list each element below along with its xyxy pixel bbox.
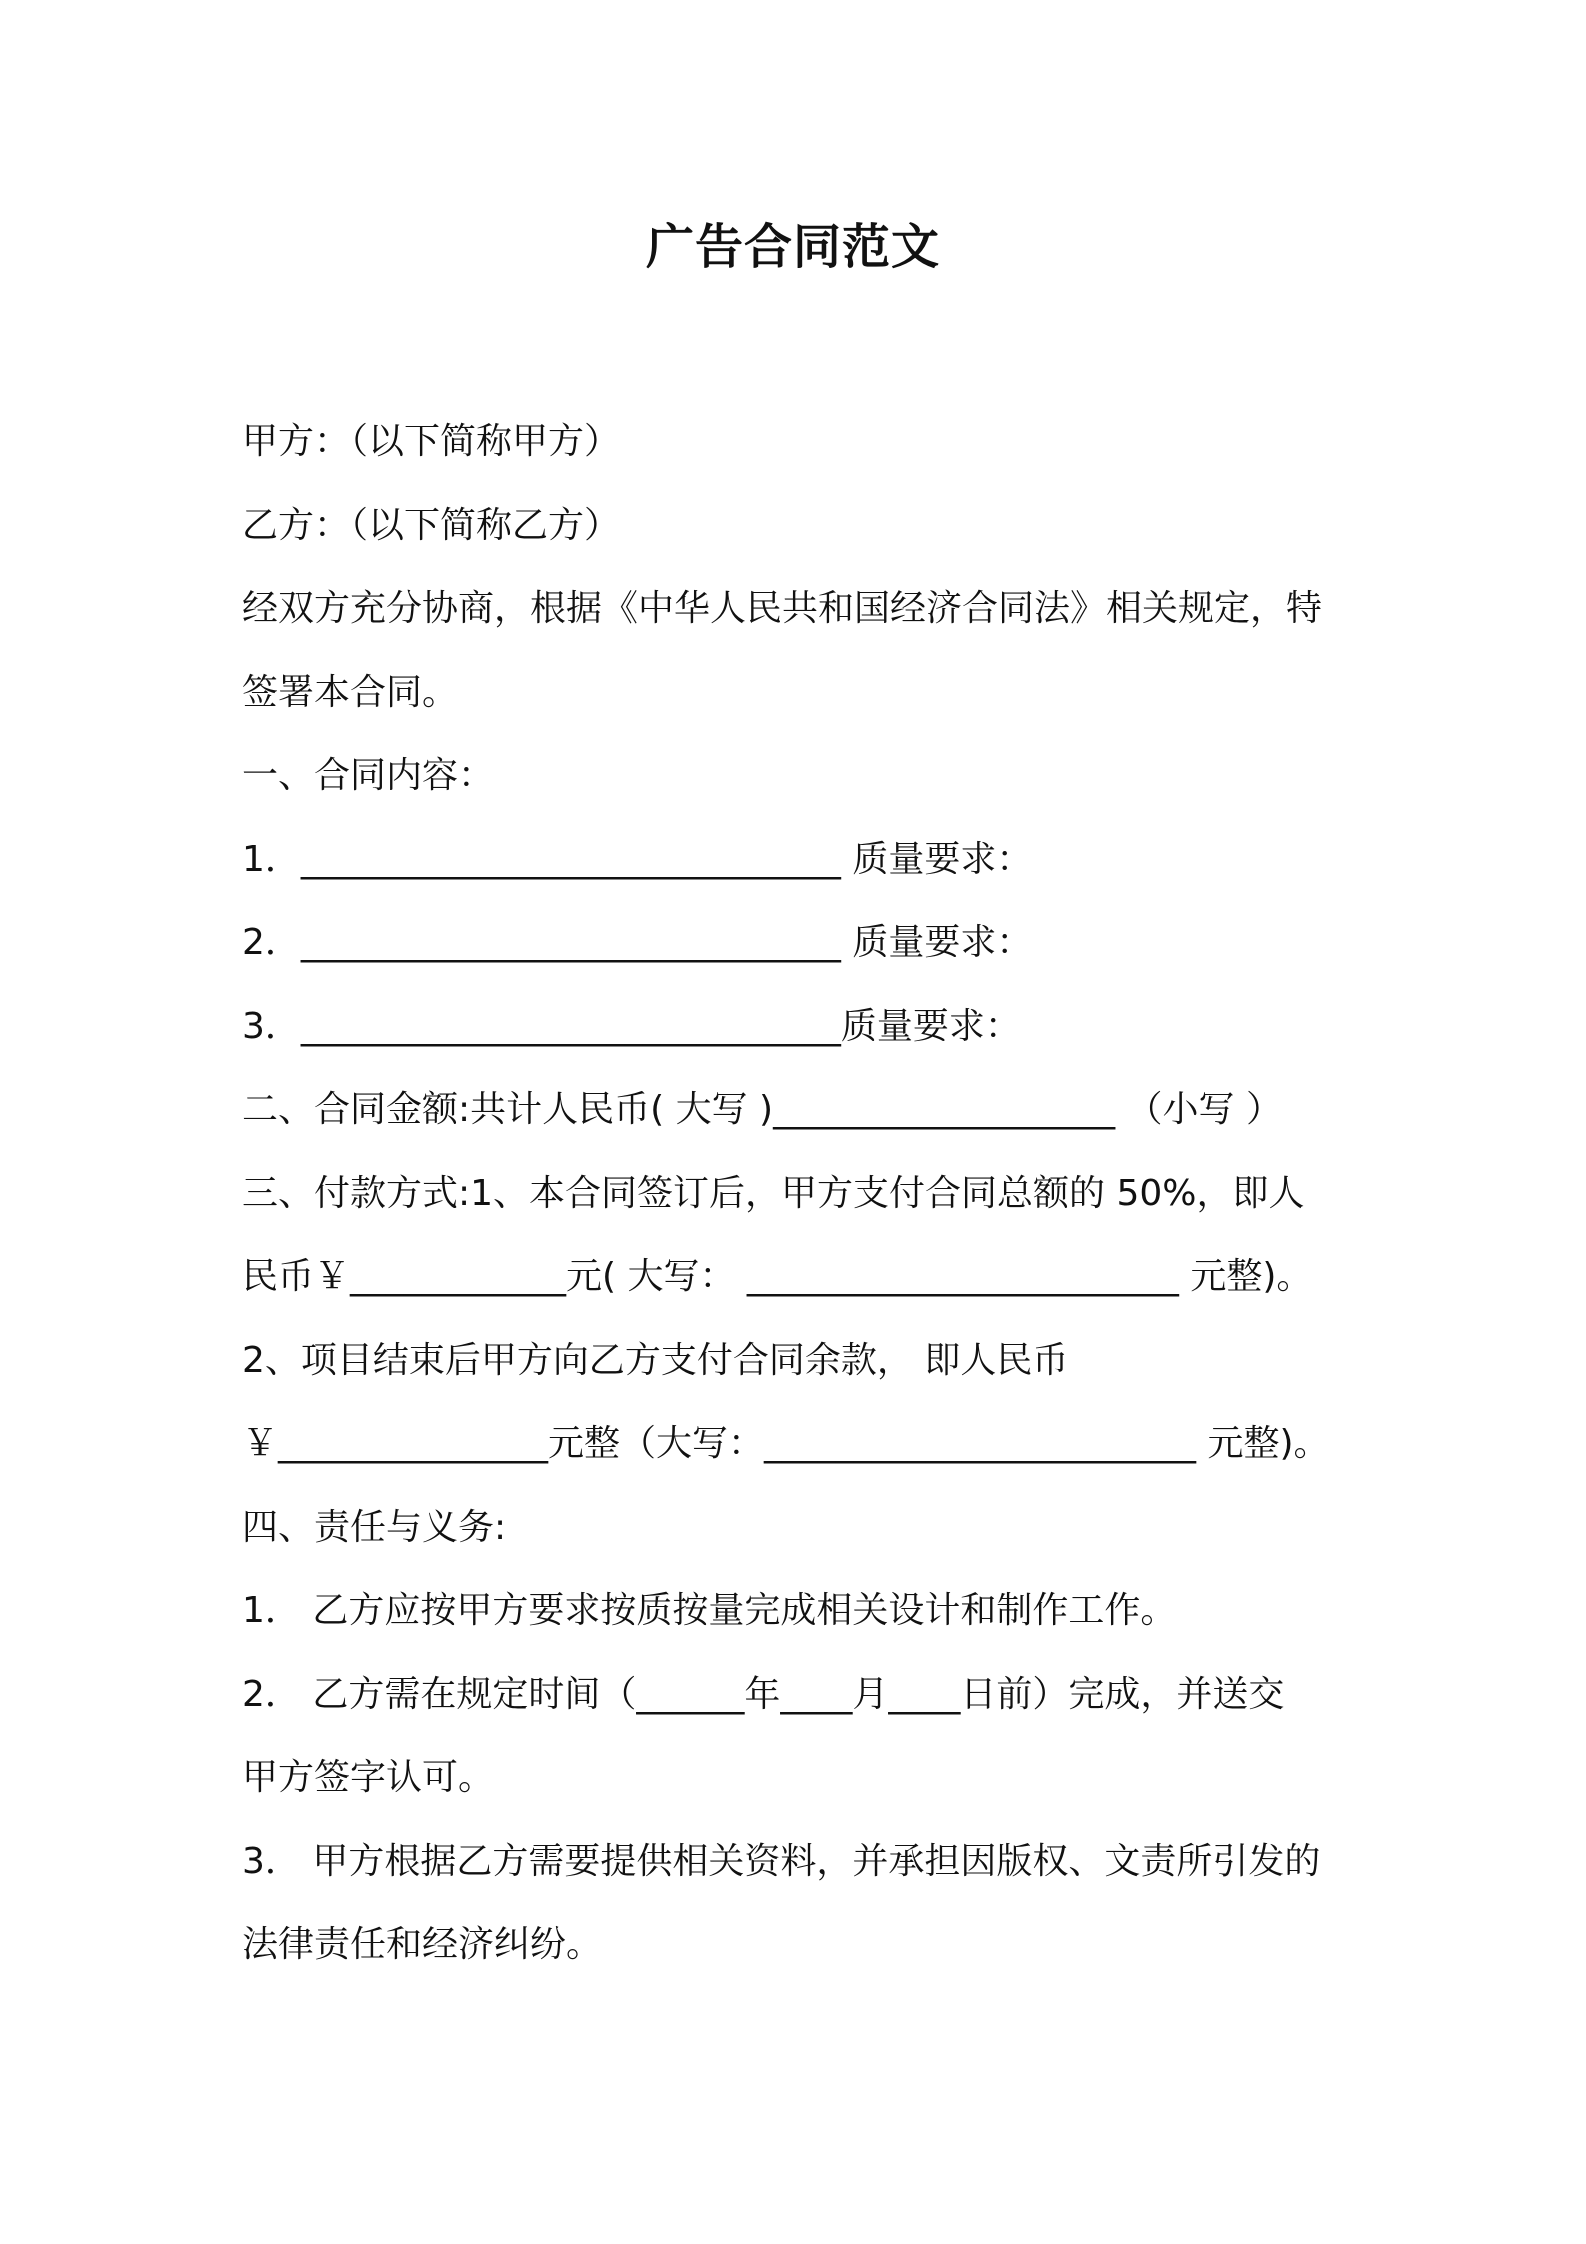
section-heading-text: 一、合同内容： — [242, 755, 495, 796]
content-item-2 — [242, 901, 1352, 985]
content-item-3 — [242, 985, 1352, 1069]
preamble-line-1 — [242, 567, 1352, 651]
responsibility-item-1 — [242, 1569, 1352, 1653]
payment-balance-line-2 — [242, 1402, 1352, 1486]
preamble-text-2: 签署本合同。 — [242, 671, 459, 713]
payment-balance-text-1: 2、项目结束后甲方向乙方支付合同余款， 即人民币 — [242, 1339, 1069, 1381]
section-payment-method-line-2 — [242, 1235, 1352, 1319]
section-responsibilities-heading — [242, 1486, 1352, 1570]
party-b-line — [242, 484, 1352, 568]
contract-amount-text: 二、合同金额:共计人民币( 大写 )___________________ （小写 ） — [242, 1089, 1282, 1130]
party-b-text: 乙方：（以下简称乙方） — [242, 504, 621, 546]
content-item-text: 2．______________________________ 质量要求： — [242, 922, 1033, 963]
section-contract-amount — [242, 1068, 1352, 1152]
payment-balance-text-2: ￥_______________元整（大写：________________________ 元整)。 — [242, 1423, 1330, 1464]
responsibility-text: 法律责任和经济纠纷。 — [242, 1924, 603, 1965]
responsibility-item-2-line-1 — [242, 1653, 1352, 1737]
content-item-1 — [242, 818, 1352, 902]
responsibility-text: 2． 乙方需在规定时间（______年____月____日前）完成，并送交 — [242, 1673, 1285, 1715]
payment-method-text-1: 三、付款方式:1、本合同签订后，甲方支付合同总额的 50%，即人 — [242, 1172, 1305, 1214]
payment-balance-line-1 — [242, 1319, 1352, 1403]
content-item-text: 1．______________________________ 质量要求： — [242, 838, 1033, 880]
document-title: 广告合同范文 — [645, 219, 940, 275]
party-a-line — [242, 400, 1352, 484]
responsibility-item-2-line-2 — [242, 1736, 1352, 1820]
preamble-text-1: 经双方充分协商，根据《中华人民共和国经济合同法》相关规定，特 — [242, 588, 1323, 629]
responsibility-text: 1． 乙方应按甲方要求按质按量完成相关设计和制作工作。 — [242, 1590, 1177, 1631]
party-a-text: 甲方：（以下简称甲方） — [242, 421, 621, 462]
section-heading-text: 四、责任与义务: — [242, 1506, 507, 1548]
section-payment-method-line-1 — [242, 1152, 1352, 1236]
responsibility-text: 3． 甲方根据乙方需要提供相关资料，并承担因版权、文责所引发的 — [242, 1840, 1321, 1882]
responsibility-text: 甲方签字认可。 — [242, 1757, 495, 1798]
responsibility-item-3-line-1 — [242, 1820, 1352, 1904]
payment-method-text-2: 民币￥____________元( 大写： ________________________ 元整)。 — [242, 1256, 1313, 1297]
content-item-text: 3．______________________________质量要求： — [242, 1005, 1021, 1047]
responsibility-item-3-line-2 — [242, 1903, 1352, 1987]
preamble-line-2 — [242, 651, 1352, 735]
section-contract-content-heading — [242, 734, 1352, 818]
document-body — [242, 400, 1352, 1987]
